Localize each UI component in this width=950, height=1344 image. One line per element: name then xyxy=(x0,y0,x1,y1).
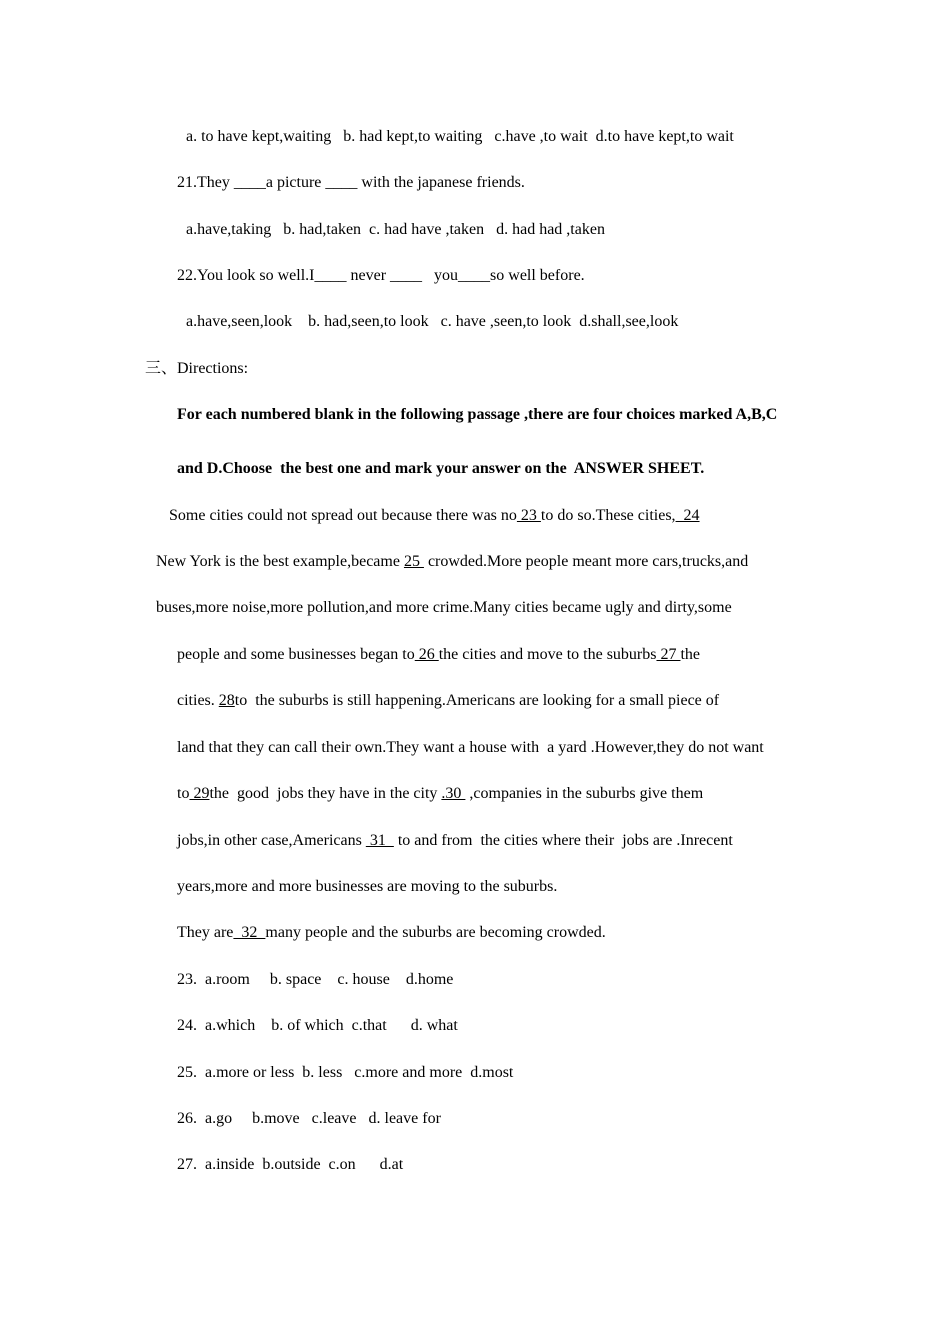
q23-options: 23. a.room b. space c. house d.home xyxy=(177,971,454,988)
q22-question: 22.You look so well.I____ never ____ you____so well before. xyxy=(177,267,585,284)
blank-32: 32 xyxy=(233,924,266,941)
passage-line: people and some businesses began to 26 the cities and move to the suburbs 27 the xyxy=(177,646,701,663)
blank-23: 23 xyxy=(516,507,541,524)
blank-26: 26 xyxy=(414,646,439,663)
directions-line-1: For each numbered blank in the following passage ,there are four choices marked A,B,C xyxy=(177,406,778,423)
passage-line: New York is the best example,became 25 crowded.More people meant more cars,trucks,and xyxy=(156,553,749,570)
q25-options: 25. a.more or less b. less c.more and more d.most xyxy=(177,1064,514,1081)
passage-line: to 29the good jobs they have in the city .30 ,companies in the suburbs give them xyxy=(177,785,704,802)
passage-line: land that they can call their own.They want a house with a yard .However,they do not want xyxy=(177,739,764,756)
q21-options: a.have,taking b. had,taken c. had have ,taken d. had had ,taken xyxy=(186,221,605,238)
blank-27: 27 xyxy=(656,646,681,663)
passage-line: buses,more noise,more pollution,and more crime.Many cities became ugly and dirty,some xyxy=(156,599,732,616)
blank-28: 28 xyxy=(218,692,235,709)
q27-options: 27. a.inside b.outside c.on d.at xyxy=(177,1156,404,1173)
blank-24: 24 xyxy=(675,507,700,524)
q20-options: a. to have kept,waiting b. had kept,to waiting c.have ,to wait d.to have kept,to wait xyxy=(186,128,734,145)
passage-line: jobs,in other case,Americans 31 to and from the cities where their jobs are .Inrecent xyxy=(177,832,733,849)
passage-line: Some cities could not spread out because there was no 23 to do so.These cities, 24 xyxy=(169,507,700,524)
passage-line: cities. 28to the suburbs is still happening.Americans are looking for a small piece of xyxy=(177,692,720,709)
section-heading: 三、Directions: xyxy=(145,360,249,377)
blank-30: .30 xyxy=(441,785,466,802)
passage-line: years,more and more businesses are moving to the suburbs. xyxy=(177,878,558,895)
q21-question: 21.They ____a picture ____ with the japanese friends. xyxy=(177,174,525,191)
blank-31: 31 xyxy=(365,832,394,849)
q26-options: 26. a.go b.move c.leave d. leave for xyxy=(177,1110,441,1127)
directions-line-2: and D.Choose the best one and mark your answer on the ANSWER SHEET. xyxy=(177,460,705,477)
blank-29: 29 xyxy=(189,785,210,802)
q22-options: a.have,seen,look b. had,seen,to look c. have ,seen,to look d.shall,see,look xyxy=(186,313,679,330)
blank-25: 25 xyxy=(403,553,424,570)
q24-options: 24. a.which b. of which c.that d. what xyxy=(177,1017,458,1034)
passage-line: They are 32 many people and the suburbs are becoming crowded. xyxy=(177,924,606,941)
